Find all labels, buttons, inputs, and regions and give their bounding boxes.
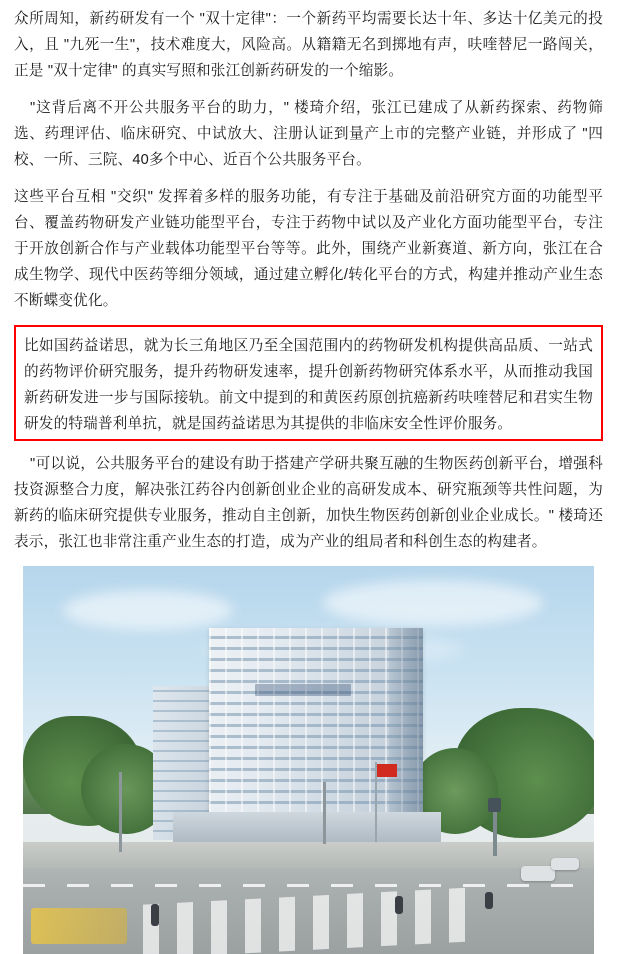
lane-marking <box>23 884 594 887</box>
cloud-icon <box>63 590 233 630</box>
paragraph-1: 众所周知，新药研发有一个 "双十定律"：一个新药平均需要长达十年、多达十亿美元的投入，且 "九死一生"，技术难度大，风险高。从籍籍无名到掷地有声，呋喹替尼一路闯关，正是 "双十定律" 的真实写照和张江创新药研发的一个缩影。 <box>14 11 603 79</box>
car <box>521 866 555 881</box>
main-building <box>209 628 423 840</box>
pedestrian <box>485 892 493 909</box>
building-signage <box>255 684 351 696</box>
photo-zhangjiang-street <box>23 566 594 954</box>
cloud-icon <box>323 580 543 626</box>
flag-icon <box>377 764 397 777</box>
lamp-post <box>323 782 326 844</box>
paragraph-5: "可以说，公共服务平台的建设有助于搭建产学研共聚互融的生物医药创新平台，增强科技资源整合力度，解决张江药谷内创新创业企业的高研发成本、研究瓶颈等共性问题，为新药的临床研究提供专业服务，推动自主创新，加快生物医药创新创业企业成长。" 楼琦还表示，张江也非常注重产业生态的打造，成为产业的组局者和科创生态的构建者。 <box>14 456 603 550</box>
highlighted-paragraph-box <box>14 325 603 441</box>
car <box>551 858 579 870</box>
highlighted-paragraph-text: 比如国药益诺思，就为长三角地区乃至全国范围内的药物研发机构提供高品质、一站式的药物评价研究服务，提升药物研发速率，提升创新药物研究体系水平，从而推动我国新药研发进一步与国际接轨。前文中提到的和黄医药原创抗癌新药呋喹替尼和君实生物研发的特瑞普利单抗，就是国药益诺思为其提供的非临床安全性评价服务。 <box>24 338 593 432</box>
paragraph-2: "这背后离不开公共服务平台的助力，" 楼琦介绍，张江已建成了从新药探索、药物筛选、药理评估、临床研究、中试放大、注册认证到量产上市的完整产业链，并形成了 "四校、一所、三院、40多个中心、近百个公共服务平台。 <box>14 100 603 168</box>
article-figure <box>14 566 603 954</box>
traffic-light <box>493 810 497 856</box>
shared-bikes <box>31 908 127 944</box>
lamp-post <box>119 772 122 852</box>
pedestrian <box>151 904 159 926</box>
building-podium <box>173 812 441 846</box>
sidewalk <box>23 842 594 868</box>
paragraph-3: 这些平台互相 "交织" 发挥着多样的服务功能，有专注于基础及前沿研究方面的功能型平台、覆盖药物研发产业链功能型平台，专注于药物中试以及产业化方面功能型平台，专注于开放创新合作与产业载体功能型平台等等。此外，围绕产业新赛道、新方向，张江在合成生物学、现代中医药等细分领域，通过建立孵化/转化平台的方式，构建并推动产业生态不断蝶变优化。 <box>14 189 603 309</box>
pedestrian <box>395 896 403 914</box>
